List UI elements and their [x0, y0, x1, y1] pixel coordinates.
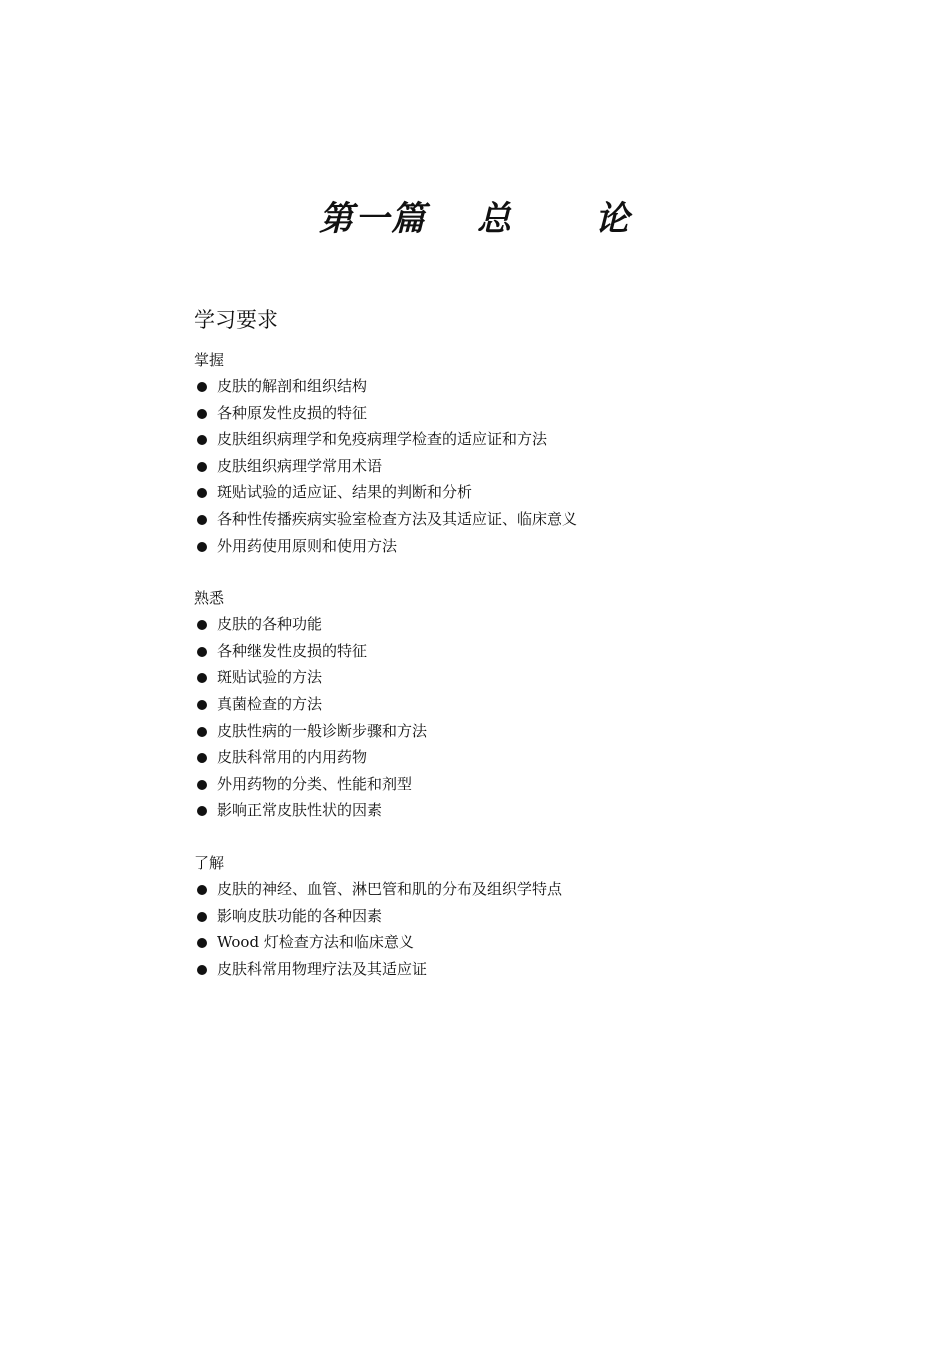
list-item — [194, 664, 814, 691]
bullet-icon — [197, 542, 207, 552]
bullet-icon — [197, 382, 207, 392]
list-item — [194, 744, 814, 771]
item-text: 斑贴试验的方法 — [217, 668, 323, 687]
group-label: 熟悉 — [194, 589, 225, 608]
item-text: 皮肤科常用物理疗法及其适应证 — [217, 959, 428, 978]
item-text: 真菌检查的方法 — [217, 694, 323, 713]
page-title — [0, 196, 950, 242]
item-text: 各种继发性皮损的特征 — [217, 641, 368, 660]
title-part-lun: 论 — [595, 199, 631, 239]
item-text: 皮肤组织病理学和免疫病理学检查的适应证和方法 — [217, 430, 548, 449]
group-familiar — [194, 585, 814, 824]
list-item — [194, 718, 814, 745]
list-item — [194, 876, 814, 903]
bullet-icon — [197, 620, 207, 630]
item-list — [194, 611, 814, 824]
bullet-icon — [197, 806, 207, 816]
group-master — [194, 347, 814, 559]
group-label: 了解 — [194, 853, 225, 872]
list-item — [194, 453, 814, 480]
item-text: 皮肤的解剖和组织结构 — [217, 377, 368, 395]
bullet-icon — [197, 647, 207, 657]
list-item — [194, 506, 814, 533]
item-list — [194, 373, 814, 559]
list-item — [194, 611, 814, 638]
bullet-icon — [197, 488, 207, 498]
list-item — [194, 691, 814, 718]
item-text: 皮肤的神经、血管、淋巴管和肌的分布及组织学特点 — [217, 879, 563, 898]
item-text: 皮肤组织病理学常用术语 — [217, 456, 383, 475]
list-item — [194, 426, 814, 453]
item-text: 各种原发性皮损的特征 — [217, 403, 368, 422]
bullet-icon — [197, 700, 207, 710]
bullet-icon — [197, 673, 207, 683]
item-text: 皮肤的各种功能 — [217, 615, 323, 634]
bullet-icon — [197, 965, 207, 975]
bullet-icon — [197, 885, 207, 895]
item-list — [194, 876, 814, 982]
bullet-icon — [197, 938, 207, 948]
item-text: 皮肤科常用的内用药物 — [217, 748, 368, 767]
bullet-icon — [197, 753, 207, 763]
item-text: 外用药使用原则和使用方法 — [217, 536, 398, 555]
group-label: 掌握 — [194, 351, 225, 369]
bullet-icon — [197, 462, 207, 472]
item-text: 影响皮肤功能的各种因素 — [217, 906, 383, 925]
section-heading: 学习要求 — [194, 308, 278, 332]
list-item — [194, 373, 814, 400]
bullet-icon — [197, 435, 207, 445]
list-item — [194, 771, 814, 798]
group-understand — [194, 850, 814, 982]
item-text: Wood 灯检查方法和临床意义 — [217, 933, 414, 952]
bullet-icon — [197, 727, 207, 737]
item-text: 斑贴试验的适应证、结果的判断和分析 — [217, 483, 473, 502]
list-item — [194, 956, 814, 983]
bullet-icon — [197, 515, 207, 525]
bullet-icon — [197, 409, 207, 419]
title-part-zong: 总 — [477, 199, 513, 239]
list-item — [194, 903, 814, 930]
list-item — [194, 533, 814, 560]
list-item — [194, 797, 814, 824]
bullet-icon — [197, 912, 207, 922]
item-text: 影响正常皮肤性状的因素 — [217, 801, 383, 820]
bullet-icon — [197, 780, 207, 790]
learning-requirements — [194, 305, 814, 1008]
item-text: 各种性传播疾病实验室检查方法及其适应证、临床意义 — [217, 509, 578, 528]
item-text: 皮肤性病的一般诊断步骤和方法 — [217, 721, 428, 740]
list-item — [194, 929, 814, 956]
title-part-chapter: 第一篇 — [319, 199, 427, 239]
list-item — [194, 400, 814, 427]
item-text: 外用药物的分类、性能和剂型 — [217, 774, 413, 793]
list-item — [194, 638, 814, 665]
list-item — [194, 479, 814, 506]
